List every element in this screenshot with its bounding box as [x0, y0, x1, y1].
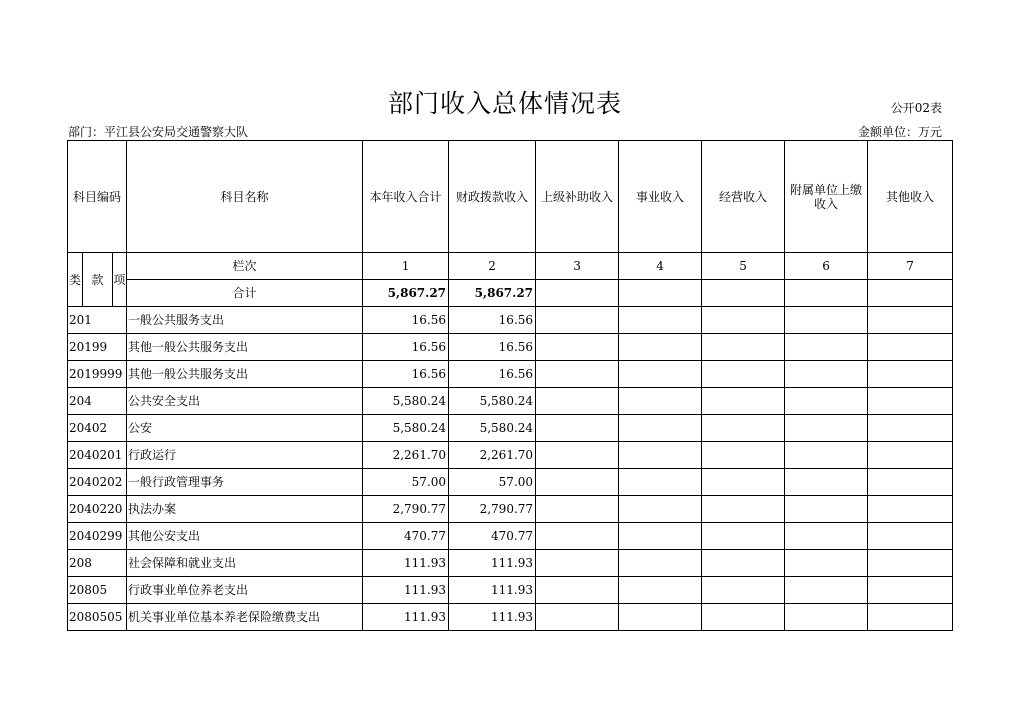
table-row — [68, 361, 953, 388]
row-empty-cell — [868, 550, 953, 577]
lanci-label: 栏次 — [127, 253, 363, 280]
row-empty-cell — [785, 415, 868, 442]
row-empty-cell — [868, 523, 953, 550]
page-title: 部门收入总体情况表 — [387, 89, 622, 118]
row-empty-cell — [536, 415, 619, 442]
header-row — [68, 141, 953, 253]
col-number: 2 — [449, 253, 536, 280]
row-name: 执法办案 — [127, 496, 363, 523]
row-empty-cell — [868, 469, 953, 496]
row-name: 其他一般公共服务支出 — [127, 334, 363, 361]
row-empty-cell — [785, 550, 868, 577]
row-code: 2040220 — [68, 496, 127, 523]
row-empty-cell — [868, 361, 953, 388]
row-total: 16.56 — [363, 307, 449, 334]
row-fiscal: 16.56 — [449, 361, 536, 388]
row-empty-cell — [619, 307, 702, 334]
row-empty-cell — [536, 334, 619, 361]
row-code: 208 — [68, 550, 127, 577]
row-empty-cell — [619, 361, 702, 388]
header-name: 科目名称 — [127, 141, 363, 253]
row-fiscal: 111.93 — [449, 577, 536, 604]
row-empty-cell — [868, 442, 953, 469]
row-fiscal: 16.56 — [449, 334, 536, 361]
row-fiscal: 111.93 — [449, 550, 536, 577]
row-code: 2019999 — [68, 361, 127, 388]
department-label: 部门：平江县公安局交通警察大队 — [68, 125, 249, 139]
row-empty-cell — [702, 388, 785, 415]
row-empty-cell — [785, 469, 868, 496]
row-fiscal: 57.00 — [449, 469, 536, 496]
header-code: 科目编码 — [68, 141, 127, 253]
header-affiliated: 附属单位上缴收入 — [785, 141, 868, 253]
header-business: 事业收入 — [619, 141, 702, 253]
row-name: 行政运行 — [127, 442, 363, 469]
row-empty-cell — [785, 307, 868, 334]
row-empty-cell — [868, 388, 953, 415]
header-other: 其他收入 — [868, 141, 953, 253]
totals-total: 5,867.27 — [363, 280, 449, 307]
row-total: 5,580.24 — [363, 388, 449, 415]
row-name: 公安 — [127, 415, 363, 442]
table-row — [68, 442, 953, 469]
row-empty-cell — [619, 469, 702, 496]
row-empty-cell — [619, 604, 702, 631]
row-empty-cell — [619, 442, 702, 469]
row-empty-cell — [868, 496, 953, 523]
row-name: 机关事业单位基本养老保险缴费支出 — [127, 604, 363, 631]
table-row — [68, 415, 953, 442]
totals-row — [68, 280, 953, 307]
row-total: 16.56 — [363, 361, 449, 388]
row-empty-cell — [702, 550, 785, 577]
row-fiscal: 5,580.24 — [449, 388, 536, 415]
col-number: 1 — [363, 253, 449, 280]
row-empty-cell — [702, 469, 785, 496]
row-fiscal: 111.93 — [449, 604, 536, 631]
row-fiscal: 16.56 — [449, 307, 536, 334]
row-empty-cell — [619, 415, 702, 442]
row-empty-cell — [536, 577, 619, 604]
header-kuan: 款 — [83, 253, 113, 307]
row-empty-cell — [785, 523, 868, 550]
row-empty-cell — [536, 523, 619, 550]
row-name: 一般行政管理事务 — [127, 469, 363, 496]
table-row — [68, 334, 953, 361]
col-number: 7 — [868, 253, 953, 280]
col-number: 5 — [702, 253, 785, 280]
row-empty-cell — [702, 604, 785, 631]
row-empty-cell — [702, 307, 785, 334]
row-empty-cell — [702, 496, 785, 523]
row-empty-cell — [868, 307, 953, 334]
row-code: 20402 — [68, 415, 127, 442]
col-number: 3 — [536, 253, 619, 280]
header-total: 本年收入合计 — [363, 141, 449, 253]
header-superior: 上级补助收入 — [536, 141, 619, 253]
row-empty-cell — [702, 361, 785, 388]
row-empty-cell — [536, 307, 619, 334]
table-row — [68, 523, 953, 550]
header-operating: 经营收入 — [702, 141, 785, 253]
row-code: 2040202 — [68, 469, 127, 496]
table-row — [68, 469, 953, 496]
table-row — [68, 307, 953, 334]
row-fiscal: 2,790.77 — [449, 496, 536, 523]
row-name: 社会保障和就业支出 — [127, 550, 363, 577]
row-total: 111.93 — [363, 577, 449, 604]
row-empty-cell — [536, 388, 619, 415]
row-name: 其他公安支出 — [127, 523, 363, 550]
totals-fiscal: 5,867.27 — [449, 280, 536, 307]
row-name: 公共安全支出 — [127, 388, 363, 415]
row-total: 470.77 — [363, 523, 449, 550]
row-empty-cell — [619, 550, 702, 577]
row-empty-cell — [785, 442, 868, 469]
row-empty-cell — [868, 334, 953, 361]
row-empty-cell — [868, 577, 953, 604]
row-empty-cell — [702, 523, 785, 550]
header-lei: 类 — [68, 253, 83, 307]
row-empty-cell — [702, 415, 785, 442]
row-total: 2,790.77 — [363, 496, 449, 523]
row-empty-cell — [702, 577, 785, 604]
row-name: 其他一般公共服务支出 — [127, 361, 363, 388]
row-total: 5,580.24 — [363, 415, 449, 442]
table-row — [68, 604, 953, 631]
row-total: 57.00 — [363, 469, 449, 496]
row-empty-cell — [619, 577, 702, 604]
table-row — [68, 577, 953, 604]
row-code: 204 — [68, 388, 127, 415]
form-code: 公开02表 — [890, 101, 942, 115]
row-empty-cell — [702, 334, 785, 361]
row-total: 2,261.70 — [363, 442, 449, 469]
row-empty-cell — [785, 577, 868, 604]
row-empty-cell — [702, 442, 785, 469]
column-number-row — [68, 253, 953, 280]
row-empty-cell — [536, 469, 619, 496]
table-row — [68, 550, 953, 577]
row-code: 20199 — [68, 334, 127, 361]
row-code: 2040299 — [68, 523, 127, 550]
row-empty-cell — [619, 334, 702, 361]
row-empty-cell — [785, 361, 868, 388]
row-empty-cell — [868, 415, 953, 442]
row-total: 111.93 — [363, 604, 449, 631]
row-total: 16.56 — [363, 334, 449, 361]
row-fiscal: 470.77 — [449, 523, 536, 550]
row-fiscal: 2,261.70 — [449, 442, 536, 469]
row-code: 20805 — [68, 577, 127, 604]
row-empty-cell — [619, 523, 702, 550]
row-code: 201 — [68, 307, 127, 334]
col-number: 4 — [619, 253, 702, 280]
totals-label: 合计 — [127, 280, 363, 307]
header-xiang: 项 — [113, 253, 127, 307]
row-empty-cell — [619, 388, 702, 415]
table-row — [68, 496, 953, 523]
row-empty-cell — [619, 496, 702, 523]
row-fiscal: 5,580.24 — [449, 415, 536, 442]
row-code: 2080505 — [68, 604, 127, 631]
table-row — [68, 388, 953, 415]
col-number: 6 — [785, 253, 868, 280]
row-empty-cell — [536, 550, 619, 577]
row-name: 一般公共服务支出 — [127, 307, 363, 334]
income-table — [67, 140, 953, 631]
row-total: 111.93 — [363, 550, 449, 577]
row-empty-cell — [536, 604, 619, 631]
row-code: 2040201 — [68, 442, 127, 469]
row-empty-cell — [785, 388, 868, 415]
header-fiscal: 财政拨款收入 — [449, 141, 536, 253]
row-name: 行政事业单位养老支出 — [127, 577, 363, 604]
row-empty-cell — [536, 361, 619, 388]
row-empty-cell — [536, 496, 619, 523]
row-empty-cell — [785, 604, 868, 631]
row-empty-cell — [785, 334, 868, 361]
row-empty-cell — [785, 496, 868, 523]
row-empty-cell — [868, 604, 953, 631]
row-empty-cell — [536, 442, 619, 469]
amount-unit-label: 金额单位：万元 — [857, 125, 942, 139]
